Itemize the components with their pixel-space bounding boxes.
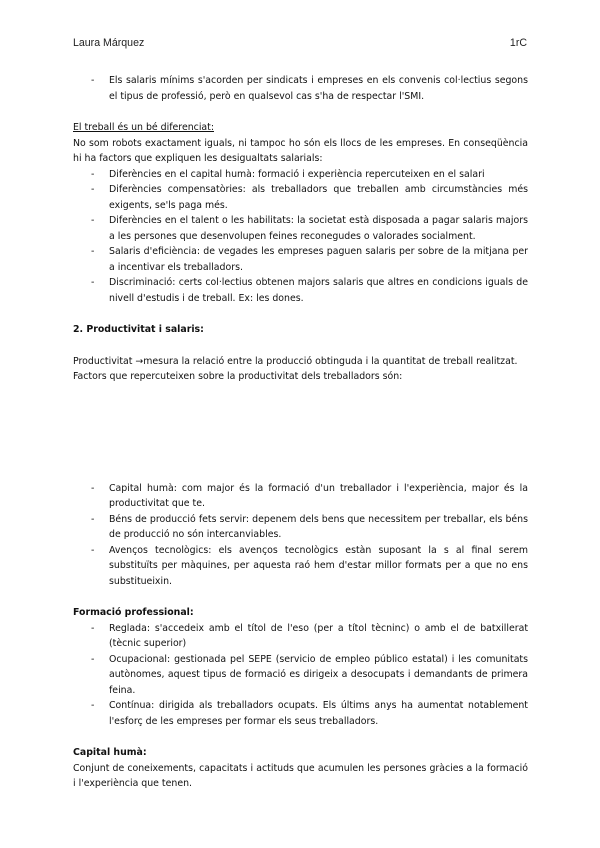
bullet-dash: - bbox=[91, 482, 95, 494]
section-heading-formacio: Formació professional: bbox=[73, 607, 194, 618]
section-heading-capital: Capital humà: bbox=[73, 747, 147, 758]
list-item-text: Discriminació: certs col·lectius obtenen majors salaris que altres en condicions iguals de nivell d'estudis i de treball. Ex: les dones. bbox=[109, 277, 528, 304]
list-item bbox=[73, 167, 528, 183]
list-item-text: Diferències compensatòries: als treballadors que treballen amb circumstàncies més exigents, se'ls paga més. bbox=[109, 184, 528, 211]
list-item bbox=[73, 621, 528, 652]
list-item-text: Diferències en el talent o les habilitats: la societat està disposada a pagar salaris majors a les persones que desenvolupen feines reconegudes o valorades socialment. bbox=[109, 215, 528, 242]
bullet-dash: - bbox=[91, 700, 95, 711]
bullet-dash: - bbox=[91, 544, 95, 556]
list-item-text: Avenços tecnològics: els avenços tecnològics estàn suposant la s al final serem substituïts per màquines, per aquesta raó hem d'estar millor formats per a que no ens substitueixin. bbox=[109, 544, 528, 587]
list-item bbox=[73, 698, 528, 729]
bullet-dash: - bbox=[91, 168, 95, 180]
section-heading-productivitat: 2. Productivitat i salaris: bbox=[73, 324, 204, 335]
list-item-text: Reglada: s'accedeix amb el títol de l'eso (per a títol tècninc) o amb el de batxillerat (tècnic superior) bbox=[109, 622, 528, 649]
bullet-dash: - bbox=[91, 184, 95, 195]
productivitat-list bbox=[73, 481, 528, 590]
document-body bbox=[73, 73, 528, 792]
list-item bbox=[73, 182, 528, 213]
intro-list bbox=[73, 73, 528, 104]
list-item-text: Salaris d'eficiència: de vegades les empreses paguen salaris per sobre de la mitjana per a incentivar els treballadors. bbox=[109, 246, 528, 273]
bullet-dash: - bbox=[91, 513, 95, 525]
bullet-dash: - bbox=[91, 215, 95, 226]
list-item-text: Contínua: dirigida als treballadors ocupats. Els últims anys ha aumentat notablement l'esforç de les empreses per formar els seus treballadors. bbox=[109, 700, 528, 727]
diferenciat-list bbox=[73, 167, 528, 307]
list-item bbox=[73, 543, 528, 590]
list-item bbox=[73, 244, 528, 275]
list-item-text: Ocupacional: gestionada pel SEPE (servicio de empleo público estatal) i les comunitats autònomes, aquest tipus de formació es dirigeix a desocupats i demandants de primera feina. bbox=[109, 653, 528, 696]
header-group: 1rC bbox=[509, 37, 527, 49]
list-item-text: Capital humà: com major és la formació d'un treballador i l'experiència, major és la productivitat que te. bbox=[109, 482, 528, 509]
section-text-capital: Conjunt de coneixements, capacitats i actituds que acumulen les persones gràcies a la formació i l'experiència que tenen. bbox=[73, 762, 528, 789]
formacio-list bbox=[73, 621, 528, 730]
productivitat-factors-intro: Factors que repercuteixen sobre la productivitat dels treballadors són: bbox=[73, 371, 403, 382]
list-item bbox=[73, 481, 528, 512]
list-item bbox=[73, 73, 528, 104]
list-item bbox=[73, 512, 528, 543]
header-author: Laura Márquez bbox=[73, 37, 145, 49]
section-heading-diferenciat: El treball és un bé diferenciat: bbox=[73, 122, 214, 133]
bullet-dash: - bbox=[91, 277, 95, 288]
section-text-diferenciat: No som robots exactament iguals, ni tampoc ho són els llocs de les empreses. En conseqüència hi ha factors que expliquen les desigualtats salarials: bbox=[73, 137, 528, 164]
bullet-dash: - bbox=[91, 246, 95, 257]
bullet-dash: - bbox=[91, 622, 95, 634]
productivitat-definition: Productivitat →mesura la relació entre la producció obtinguda i la quantitat de treball realitzat. bbox=[73, 355, 518, 367]
list-item-text: Béns de producció fets servir: depenem dels bens que necessitem per treballar, els béns de producció no són intercanviables. bbox=[109, 513, 528, 540]
list-item bbox=[73, 275, 528, 306]
bullet-dash: - bbox=[91, 653, 95, 665]
list-item-text: Els salaris mínims s'acorden per sindicats i empreses en els convenis col·lectius segons el tipus de professió, però en qualsevol cas s'ha de respectar l'SMI. bbox=[109, 75, 528, 102]
list-item bbox=[73, 213, 528, 244]
list-item-text: Diferències en el capital humà: formació i experiència repercuteixen en el salari bbox=[109, 168, 485, 180]
list-item bbox=[73, 652, 528, 699]
bullet-dash: - bbox=[91, 75, 95, 86]
